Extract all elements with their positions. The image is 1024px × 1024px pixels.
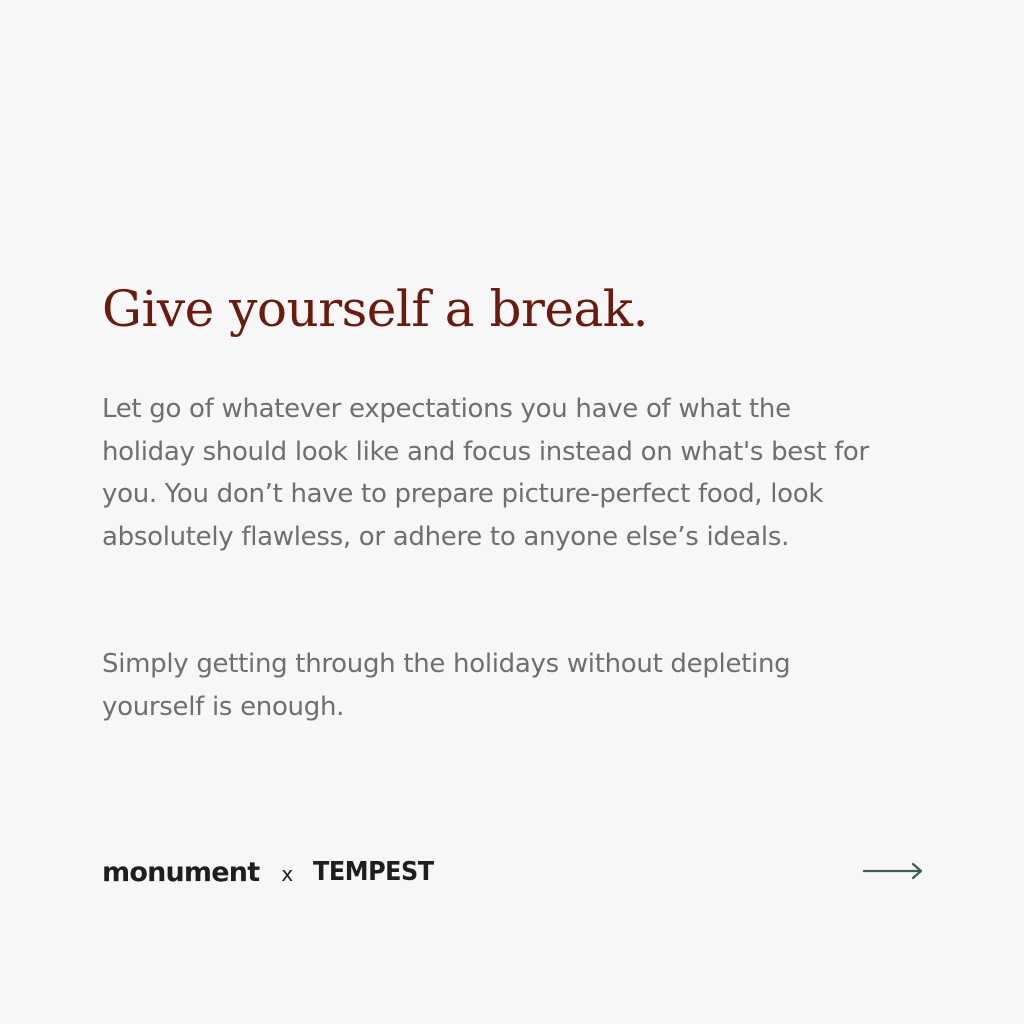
arrow-right-icon[interactable] xyxy=(862,860,924,882)
collab-separator: x xyxy=(281,862,294,886)
footer-logos xyxy=(102,852,444,892)
body-paragraph-1: Let go of whatever expectations you have of what the holiday should look like and focus instead on what's best for you. You don’t have to prepare picture-perfect food, look absolutely flawless, or adhere to anyone else’s ideals. xyxy=(102,394,869,552)
headline: Give yourself a break. xyxy=(102,280,648,338)
tempest-logo: TEMPEST xyxy=(313,857,434,887)
monument-logo: monument xyxy=(102,856,260,888)
body-paragraph-2: Simply getting through the holidays without depleting yourself is enough. xyxy=(102,649,791,722)
